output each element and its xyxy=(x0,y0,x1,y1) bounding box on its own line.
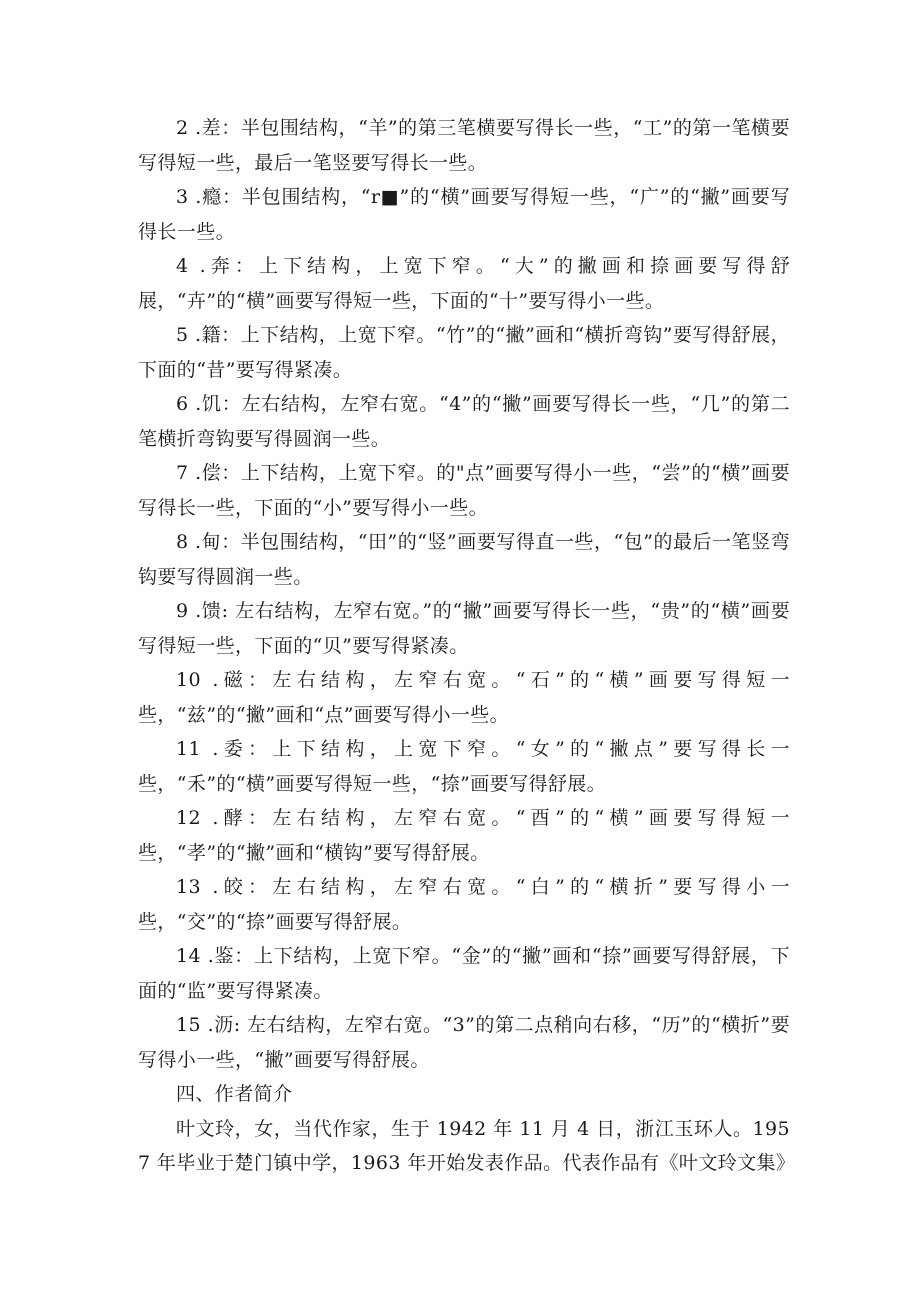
document-body xyxy=(138,111,796,1181)
list-item: 9 .馈: 左右结构，左窄右宽。”的“撇”画要写得长一些，“贵”的“横”画要写得短一些，下面的“贝”要写得紧凑。 xyxy=(138,600,790,657)
list-item: 4 .奔：上下结构，上宽下窄。“大”的撇画和捺画要写得舒展，“卉”的“横”画要写得短一些，下面的“十”要写得小一些。 xyxy=(138,255,790,312)
list-item: 7 .偿：上下结构，上宽下窄。的"点”画要写得小一些，“尝”的“横”画要写得长一些，下面的“小”要写得小一些。 xyxy=(138,462,790,519)
list-item: 6 .饥：左右结构，左窄右宽。“4”的“撇”画要写得长一些，“几”的第二笔横折弯钩要写得圆润一些。 xyxy=(138,393,790,450)
list-item: 12 .酵：左右结构，左窄右宽。“酉”的“横”画要写得短一些，“孝”的“撇”画和“横钩”要写得舒展。 xyxy=(138,807,790,864)
section-heading: 四、作者简介 xyxy=(176,1083,293,1105)
list-item: 2 .差：半包围结构，“羊”的第三笔横要写得长一些，“工”的第一笔横要写得短一些，最后一笔竖要写得长一些。 xyxy=(138,117,790,174)
list-item: 10 .磁：左右结构，左窄右宽。“石”的“横”画要写得短一些，“兹”的“撇”画和“点”画要写得小一些。 xyxy=(138,669,790,726)
list-item: 8 .甸：半包围结构，“田”的“竖”画要写得直一些，“包”的最后一笔竖弯钩要写得圆润一些。 xyxy=(138,531,790,588)
list-item: 5 .籍：上下结构，上宽下窄。“竹”的“撇”画和“横折弯钩”要写得舒展，下面的“昔”要写得紧凑。 xyxy=(138,324,790,381)
list-item: 11 .委：上下结构，上宽下窄。“女”的“撇点”要写得长一些，“禾”的“横”画要写得短一些，“捺”画要写得舒展。 xyxy=(138,738,790,795)
author-bio-paragraph: 叶文玲，女，当代作家，生于 1942 年 11 月 4 日，浙江玉环人。1957 年毕业于楚门镇中学，1963 年开始发表作品。代表作品有《叶文玲文集》 xyxy=(138,1117,796,1174)
list-item: 3 .瘾：半包围结构，“r■”的“横”画要写得短一些，“广”的“撇”画要写得长一些。 xyxy=(138,186,790,243)
list-item: 14 .鉴：上下结构，上宽下窄。“金”的“撇”画和“捺”画要写得舒展，下面的“监”要写得紧凑。 xyxy=(138,945,790,1002)
list-item: 13 .皎：左右结构，左窄右宽。“白”的“横折”要写得小一些，“交”的“捺”画要写得舒展。 xyxy=(138,876,790,933)
list-item: 15 .沥: 左右结构，左窄右宽。“3”的第二点稍向右移，“历”的“横折”要写得小一些，“撇”画要写得舒展。 xyxy=(138,1014,790,1071)
